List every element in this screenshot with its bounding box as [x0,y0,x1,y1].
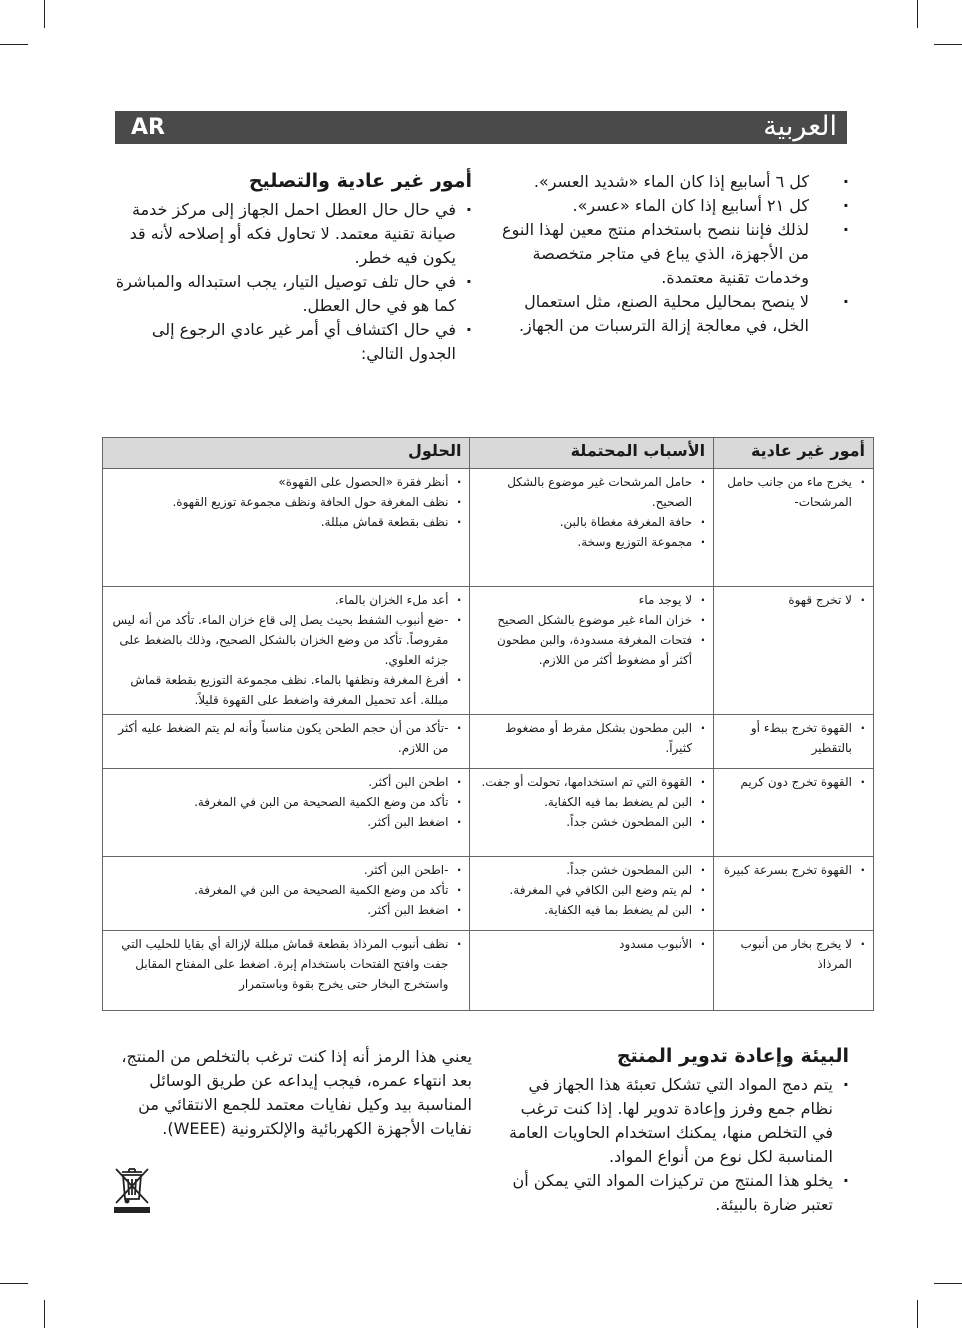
cause-cell [470,857,714,931]
language-name: العربية [763,111,837,142]
table-row [103,857,874,931]
solution-cell [103,769,470,857]
list-item: · في حال حال العطل احمل الجهاز إلى مركز خدمة صيانة تقنية معتمد. لا تحاول فكه أو إصلاحه لأنه قد يكون فيه خطر. [112,198,472,270]
table-row [103,469,874,587]
cause-cell [470,715,714,769]
weee-text: يعني هذا الرمز أنه إذا كنت ترغب بالتخلص من المنتج، بعد انتهاء عمره، فيجب إيداعه عن طريق الوسائل المناسبة بيد وكيل نفايات معتمد للجمع الانتقائي من نفايات الأجهزة الكهربائية والإلكترونية (WEEE). [121,1047,472,1138]
solution-item: · نظف المغرفة حول الحافة ونظف مجموعة توزيع القهوة. [111,492,461,512]
solution-item: · -تأكد من أن حجم الطحن يكون مناسباً وأنه لم يتم الضغط عليه أكثر من اللازم. [111,718,461,758]
crop-mark [0,1283,28,1284]
cause-cell [470,469,714,587]
solution-cell [103,931,470,1011]
list-item: · كل ٦ أسابيع إذا كان الماء «شديد العسر». [495,170,849,194]
solution-item: · اضغط البن أكثر. [111,812,461,832]
troubleshooting-table [102,437,874,1011]
solution-cell [103,587,470,715]
solution-cell [103,469,470,587]
list-item: · في حال تلف توصيل التيار، يجب استبداله والمباشرة كما هو في حال العطل. [112,270,472,318]
cause-item: · البن مطحون بشكل مفرط أو مضغوط كثيراً. [478,718,705,758]
cause-item: · البن المطحون خشن جداً. [478,860,705,880]
header-cause: الأسباب المحتملة [470,438,714,469]
problem-cell [714,931,874,1011]
problem-item: · القهوة تخرج ببطء أو بالتقطير [722,718,865,758]
cause-item: · فتحات المغرفة مسدودة، والبن مطحون أكثر أو مضغوط أكثر من اللازم. [478,630,705,670]
language-code: AR [131,115,165,140]
problem-cell [714,857,874,931]
cause-item: · لا يوجد ماء [478,590,705,610]
problem-item: · القهوة تخرج دون كريم [722,772,865,792]
crop-mark [0,44,28,45]
cause-item: · حافة المغرفة مغطاة بالبن. [478,512,705,532]
cause-item: · مجموعة التوزيع وسخة. [478,532,705,552]
solution-item: · اضغط البن أكثر. [111,900,461,920]
crop-mark [44,1300,45,1328]
table-row [103,769,874,857]
cause-item: · القهوة التي تم استخدامها، تحولت أو جفت. [478,772,705,792]
table-row [103,931,874,1011]
solution-item: · تأكد من وضع الكمية الصحيحة من البن في المغرفة. [111,792,461,812]
crop-mark [917,1300,918,1328]
problem-item: · القهوة تخرج بسرعة كبيرة [722,860,865,880]
problem-cell [714,587,874,715]
cause-cell [470,587,714,715]
cause-item: · خزان الماء غير موضوع بالشكل الصحيح [478,610,705,630]
solution-cell [103,857,470,931]
crop-mark [917,0,918,28]
problem-item: · يخرج ماء من جانب حامل المرشحات- [722,472,865,512]
weee-section [112,1045,472,1141]
cause-item: · الأنبوب مسدود [478,934,705,954]
crop-mark [934,1283,962,1284]
solution-item: · أعد ملء الخزان بالماء. [111,590,461,610]
list-item: · لا ينصح بمحاليل محلية الصنع، مثل استعمال الخل، في معالجة إزالة الترسبات من الجهاز. [495,290,849,338]
section-title: البيئة وإعادة تدوير المنتج [616,1045,849,1067]
solution-item: · أنظر فقرة «الحصول على القهوة» [111,472,461,492]
language-banner [115,111,847,144]
list-item: · في حال اكتشاف أي أمر غير عادي الرجوع إلى الجدول التالي: [112,318,472,366]
crop-mark [44,0,45,28]
solution-item: · نظف أنبوب المرذاذ بقطعة قماش مبللة لإزالة أي بقايا للحليب التي جفت وافتح الفتحات باستخدام إبرة. اضغط على المفتاح المقابل واستخرج البخار حتى يخرج بقوة وباستمرار [111,934,461,994]
problem-item: · لا تخرج قهوة [722,590,865,610]
table-row [103,587,874,715]
list-item: · يخلو هذا المنتج من تركيزات المواد التي يمكن أن تعتبر ضارة بالبيئة. [495,1169,849,1217]
cause-item: · البن لم يضغط بما فيه الكفاية. [478,900,705,920]
list-item: · كل ٢١ أسابيع إذا كان الماء «عسر». [495,194,849,218]
cause-cell [470,769,714,857]
crop-mark [934,44,962,45]
crossed-out-wheelie-bin-icon [112,1165,152,1215]
header-solution: الحلول [103,438,470,469]
solution-cell [103,715,470,769]
header-problem: أمور غير عادية [714,438,874,469]
cause-cell [470,931,714,1011]
solution-item: · اطحن البن أكثر. [111,772,461,792]
cause-item: · البن لم يضغط بما فيه الكفاية. [478,792,705,812]
solution-item: · نظف بقطعة قماش مبللة. [111,512,461,532]
cause-item: · البن المطحون خشن جداً. [478,812,705,832]
table-row [103,715,874,769]
maintenance-section [495,170,849,338]
problem-item: · لا يخرج بخار من أنبوب المرذاذ [722,934,865,974]
solution-item: · تأكد من وضع الكمية الصحيحة من البن في المغرفة. [111,880,461,900]
solution-item: · -اطحن البن أكثر. [111,860,461,880]
solution-item: · أفرغ المغرفة ونظفها بالماء. نظف مجموعة التوزيع بقطعة قماش مبللة. أعد تحميل المغرفة واضغط على القهوة قليلاً. [111,670,461,710]
problem-cell [714,769,874,857]
list-item: · لذلك فإننا ننصح باستخدام منتج معين لهذا النوع من الأجهزة، الذي يباع في متاجر متخصصة وخدمات تقنية معتمدة. [495,218,849,290]
problem-cell [714,715,874,769]
faults-section [112,168,472,366]
section-title: أمور غير عادية والتصليح [248,170,472,192]
table-header-row [103,438,874,469]
problem-cell [714,469,874,587]
environment-section [495,1043,849,1217]
cause-item: · لم يتم وضع البن الكافي في المغرفة. [478,880,705,900]
list-item: · يتم دمج المواد التي تشكل تعبئة هذا الجهاز في نظام جمع وفرز وإعادة تدوير لها. إذا كنت ترغب في التخلص منها، يمكنك استخدام الحاويات العامة المناسبة لكل نوع من أنواع المواد. [495,1073,849,1169]
cause-item: · حامل المرشحات غير موضوع بالشكل الصحيح. [478,472,705,512]
solution-item: · -ضع أنبوب الشفط بحيث يصل إلى قاع خزان الماء. تأكد من أنه ليس مقروصاً. تأكد من وضع الخزان بالشكل الصحيح، وذلك بالضغط على جزئه العلوي. [111,610,461,670]
